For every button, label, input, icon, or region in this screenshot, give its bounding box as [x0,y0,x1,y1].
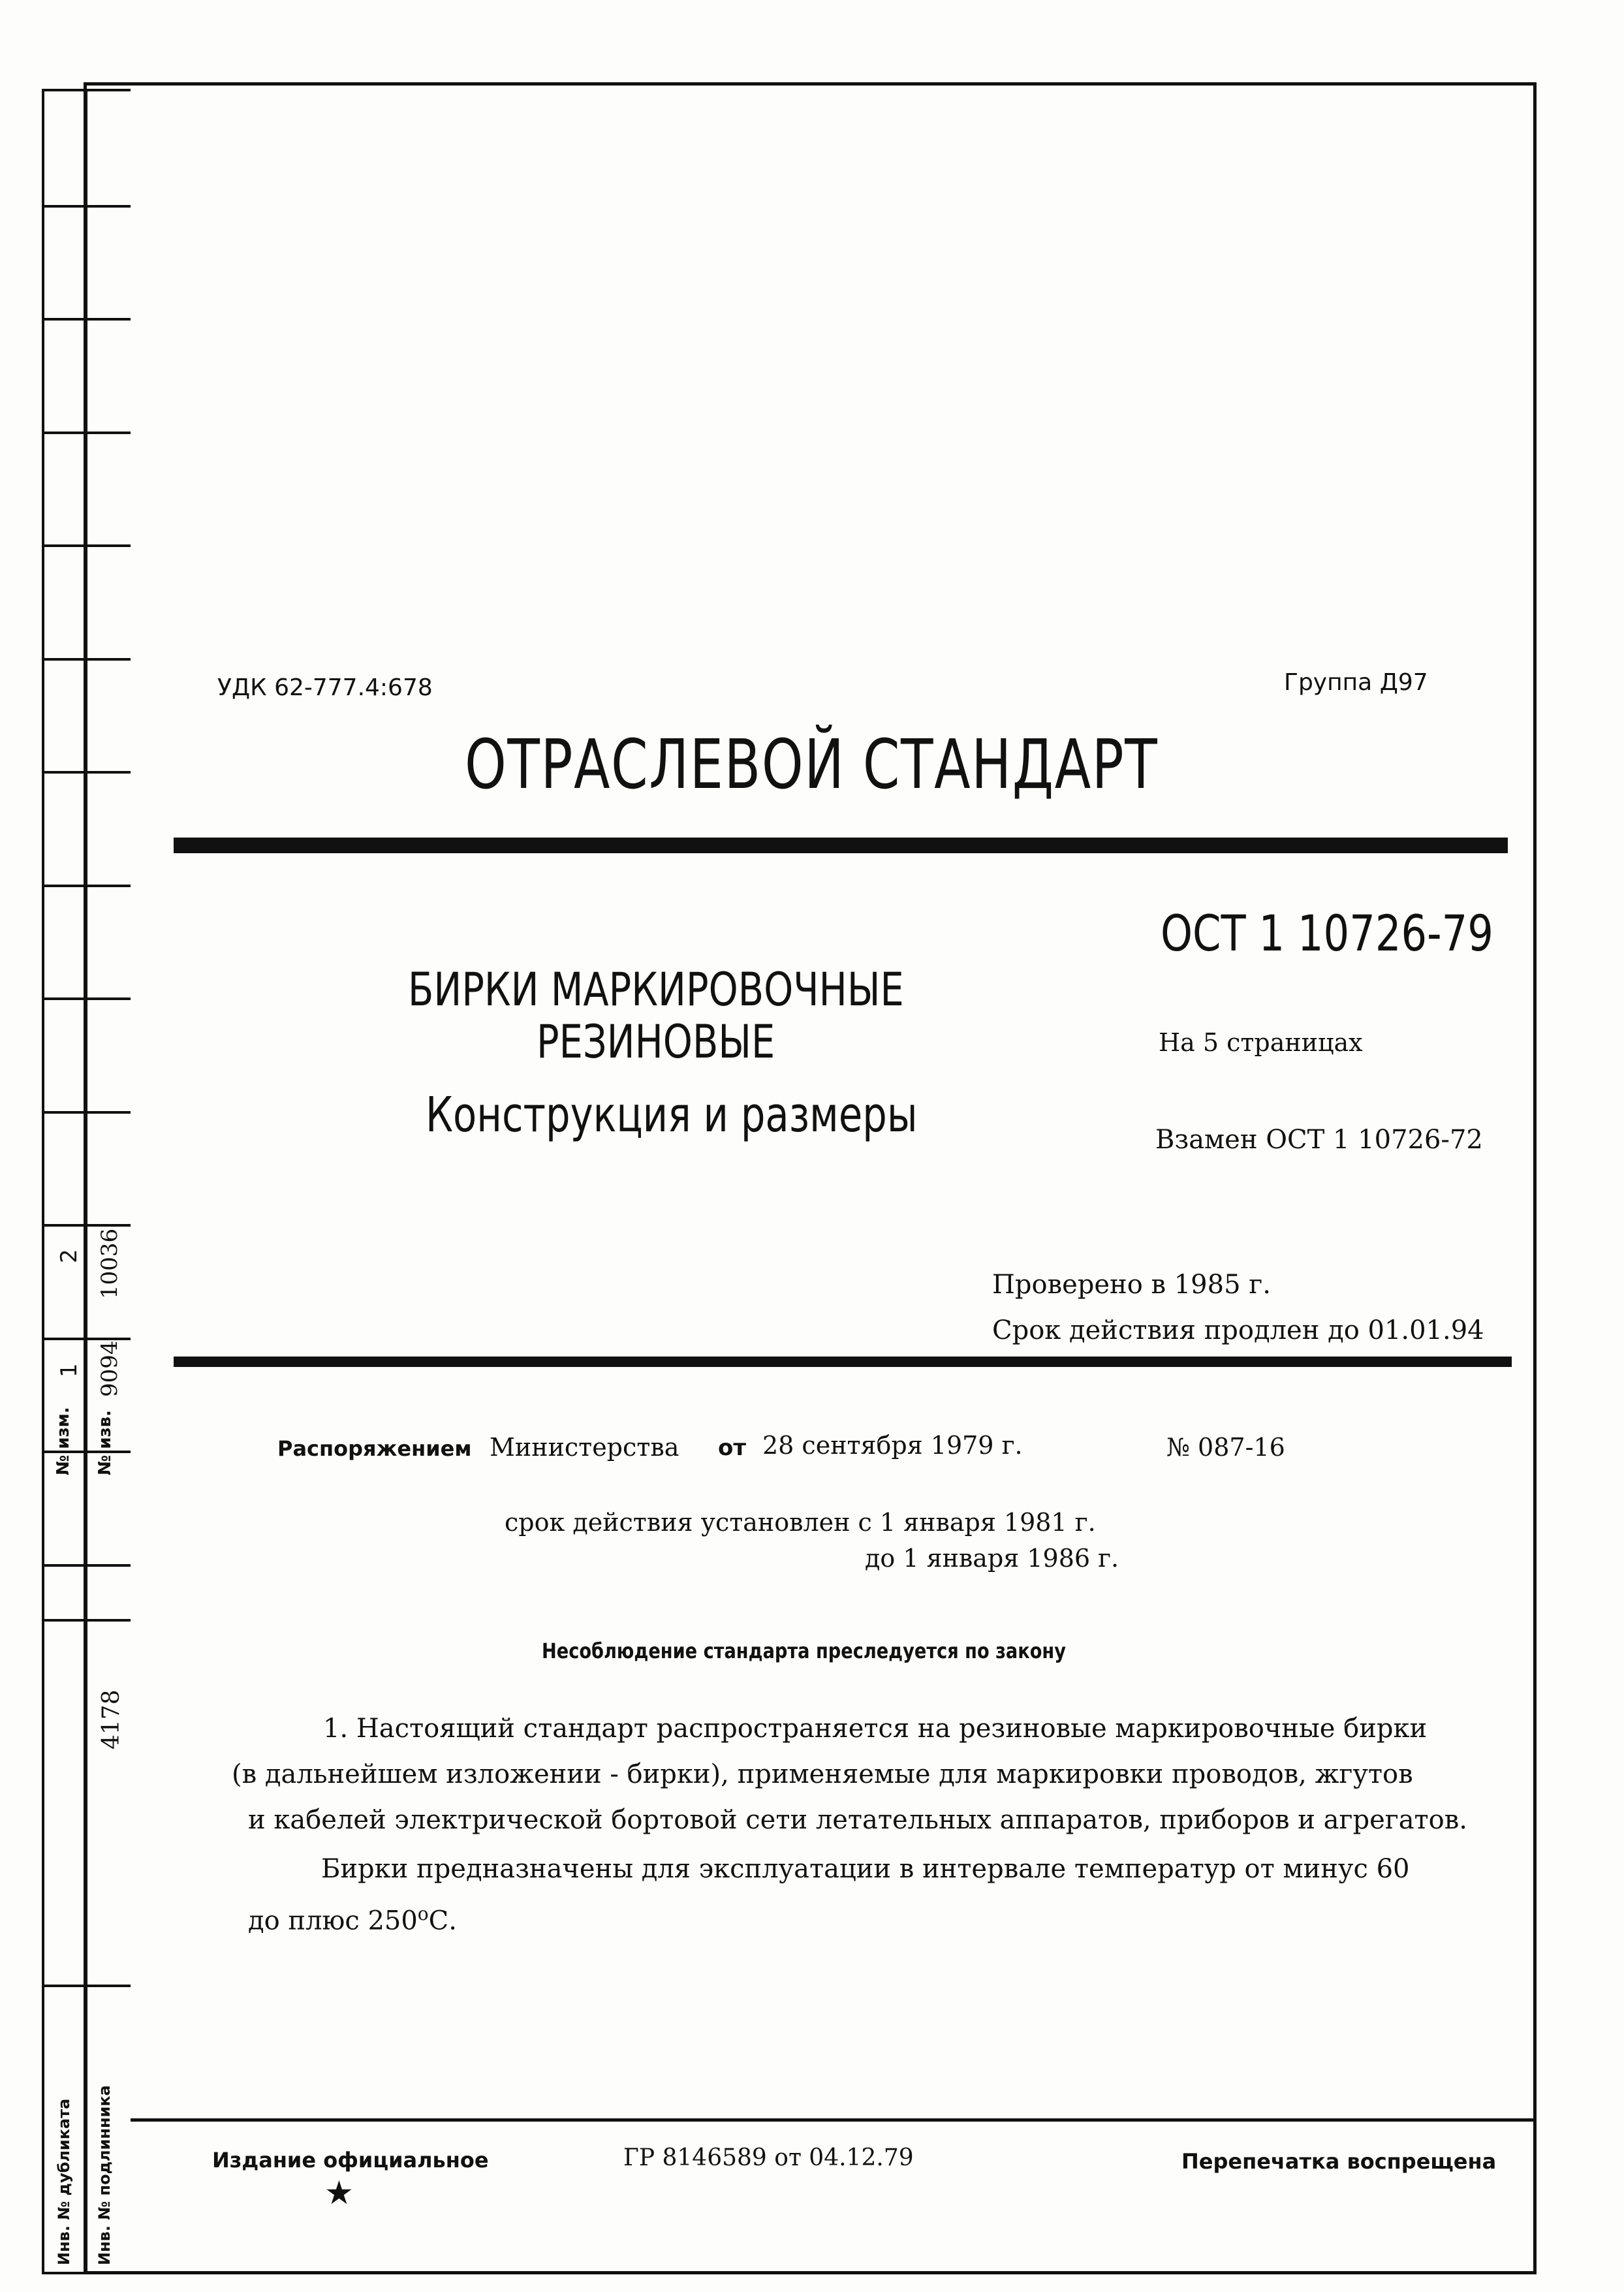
order-label: Распоряжением [277,1436,472,1461]
doc-checked: Проверено в 1985 г. [992,1270,1271,1300]
heavy-rule-bottom [174,1357,1512,1367]
inv-original-label: Инв. № подлинника [95,2085,114,2265]
legal-warning: Несоблюдение стандарта преследуется по закону [542,1639,1066,1663]
valid-to: до 1 января 1986 г. [865,1544,1119,1573]
page-frame [84,82,1537,2274]
margin-strip [42,89,131,2274]
footer-edition: Издание официальное [212,2148,489,2173]
inv-original-value: 4178 [98,1689,125,1750]
order-date: 28 сентября 1979 г. [762,1431,1023,1460]
doc-subheading: Конструкция и размеры [426,1087,918,1143]
footer-reprint: Перепечатка воспрещена [1181,2149,1497,2174]
footer-registration: ГР 8146589 от 04.12.79 [623,2144,914,2171]
inv-duplicate-label: Инв. № дубликата [55,2098,73,2265]
group-code: Группа Д97 [1284,669,1428,696]
rev-number-2: 2 [56,1249,82,1263]
doc-heading-line2: РЕЗИНОВЫЕ [537,1015,775,1069]
rev-number-1: 1 [56,1363,82,1377]
strip-divider [85,91,87,2272]
doc-extended: Срок действия продлен до 01.01.94 [992,1315,1484,1345]
order-from: от [718,1435,747,1461]
doc-replaces: Взамен ОСТ 1 10726-72 [1155,1125,1483,1155]
body-p1-line1: 1. Настоящий стандарт распространяется на резиновые маркировочные бирки [323,1714,1428,1744]
doc-pages: На 5 страницах [1159,1028,1363,1057]
standard-title: ОТРАСЛЕВОЙ СТАНДАРТ [465,725,1159,804]
notice-no-label: № изв. [95,1410,115,1475]
rev-no-label: № изм. [54,1407,73,1475]
notice-number-2: 10036 [97,1228,123,1299]
body-p1-line2: (в дальнейшем изложении - бирки), применяемые для маркировки проводов, жгутов [232,1759,1413,1789]
valid-from: срок действия установлен с 1 января 1981 г. [505,1508,1096,1537]
body-p1-line3: и кабелей электрической бортовой сети летательных аппаратов, приборов и агрегатов. [248,1805,1467,1835]
notice-number-1: 9094 [97,1340,123,1397]
udk-code: УДК 62-777.4:678 [217,674,433,701]
heavy-rule-top [174,838,1508,853]
body-p2-line1: Бирки предназначены для эксплуатации в интервале температур от минус 60 [321,1854,1410,1884]
body-p2-line2: до плюс $250^оС$. [248,1903,457,1936]
star-icon: ★ [324,2174,354,2212]
footer-divider [131,2118,1537,2122]
order-number: № 087-16 [1166,1433,1285,1462]
doc-code: ОСТ 1 10726-79 [1161,904,1493,962]
doc-heading-line1: БИРКИ МАРКИРОВОЧНЫЕ [408,963,904,1016]
order-ministry: Министерства [490,1433,679,1462]
